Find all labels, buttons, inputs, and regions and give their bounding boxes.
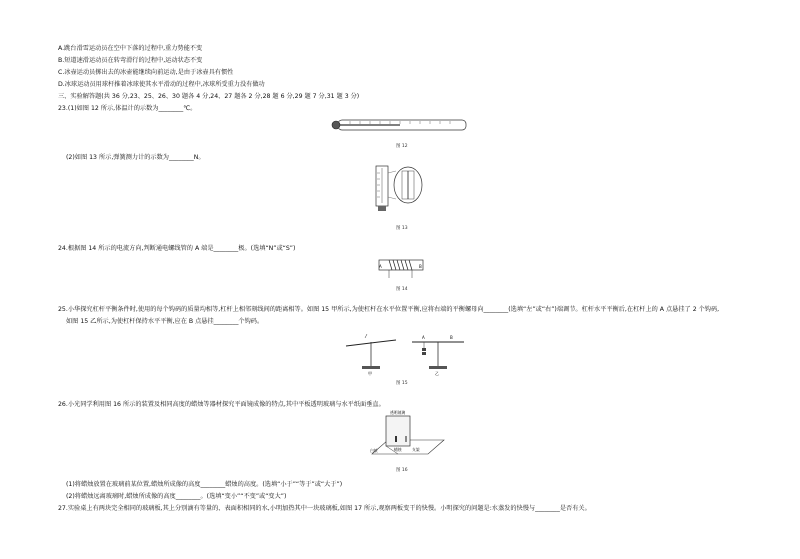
fig16-caption: 图 16 [396,468,408,473]
question-26-1: (1)将蜡烛放置在玻璃前某位置,蜡烛所成像的高度________蜡烛的高度。(选填“小于”“等于”或“大于”) [66,481,343,488]
fig15-caption: 图 15 [396,381,408,386]
option-a: A.跳台滑雪运动员在空中下落的过程中,重力势能不变 [58,45,203,52]
fig15-label-yi: 乙 [435,371,439,376]
fig13-caption: 图 13 [396,226,408,231]
fig16-label-candle: 蜡烛 [394,447,402,452]
fig14-label-b: B [419,264,422,269]
option-b: B.短道速滑运动员在转弯滑行的过程中,运动状态不变 [58,57,203,64]
question-25-line1: 25.小华探究杠杆平衡条件时,使用的每个钩码的质量均相等,杠杆上相邻刻线间的距离相等。如图 15 甲所示,为使杠杆在水平位置平衡,应将右端的平衡螺母向________(选填“左”或“右”)端调节。杠杆水平平衡后,在杠杆上的 A 点悬挂了 2 个钩码, [58,306,720,313]
fig16-label-stand: 支架 [412,447,420,452]
fig15-levers [340,332,470,376]
question-23-1: 23.(1)如图 12 所示,体温计的示数为________℃。 [58,105,197,112]
fig15-label-a: A [422,335,425,340]
section-heading: 三、实验解答题(共 36 分,23、25、26、30 题各 4 分,24、27 题各 2 分,28 题 6 分,29 题 7 分,31 题 3 分) [58,93,360,100]
option-c: C.冰壶运动员掷出去的冰壶能继续向前运动,是由于冰壶具有惯性 [58,69,234,76]
fig14-solenoid [377,256,427,280]
fig16-plane-mirror [368,410,448,460]
fig14-label-a: A [379,264,382,269]
fig12-thermometer [330,118,470,132]
fig15-label-jia: 甲 [368,371,372,376]
question-25-line2: 如图 15 乙所示,为使杠杆保持水平平衡,应在 B 点悬挂________个钩码。 [66,318,264,325]
question-23-2: (2)如图 13 所示,弹簧测力计的示数为________N。 [66,154,205,161]
question-26-2: (2)将蜡烛远离玻璃时,蜡烛所成像的高度________。(选填“变小”“不变”或“变大”) [66,493,287,500]
fig12-caption: 图 12 [396,144,408,149]
question-27: 27.实验桌上有两块完全相同的玻璃板,其上分别滴有等量的、表面积相同的水,小明加热其中一块玻璃板,如图 17 所示,观察两板变干的快慢。小明探究的问题是:水蒸发的快慢与________是否有关。 [58,505,591,512]
option-d: D.冰球运动员用球杆推着冰球使其水平滑动的过程中,冰球所受重力没有做功 [58,81,265,88]
question-24: 24.根据图 14 所示的电流方向,判断通电螺线管的 A 端是________极。(选填“N”或“S”) [58,245,296,252]
fig15-label-b: B [450,335,453,340]
fig16-label-glass: 透明玻璃 [390,410,406,415]
question-26: 26.小光同学利用图 16 所示的装置及相同高度的蜡烛等器材探究平面镜成像的特点,其中平板透明玻璃与水平纸面垂直。 [58,401,385,408]
fig14-caption: 图 14 [396,287,408,292]
fig13-spring-scale [368,163,428,213]
fig16-label-paper: 白纸 [370,448,378,453]
